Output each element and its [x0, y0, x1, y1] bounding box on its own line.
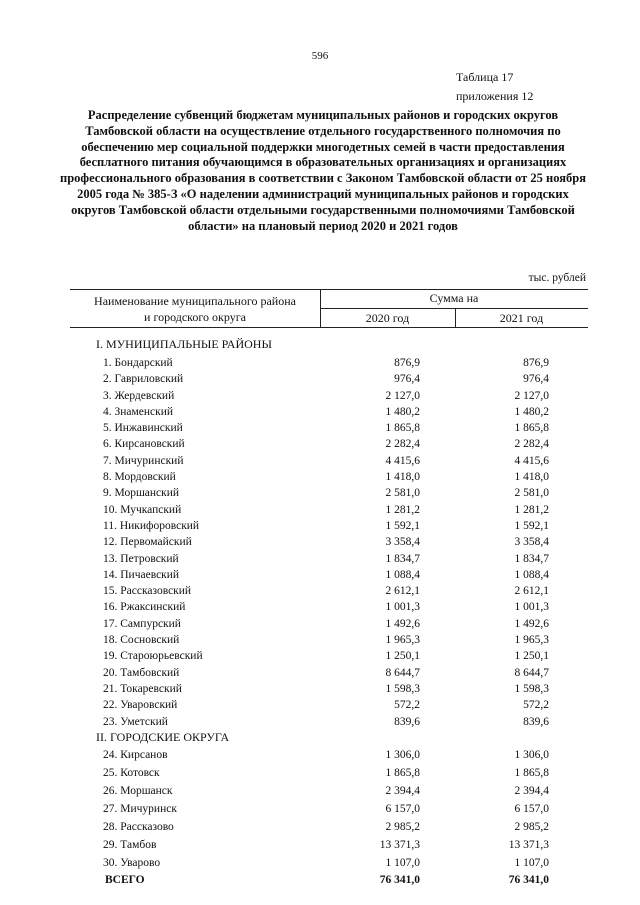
- row-value-2021: 1 965,3: [514, 634, 549, 647]
- row-value-2020: 1 281,2: [385, 503, 420, 516]
- row-name: 28. Рассказово: [103, 821, 174, 833]
- table-row: [0, 785, 640, 803]
- row-value-2020: 1 492,6: [385, 617, 420, 630]
- row-value-2021: 2 581,0: [514, 487, 549, 500]
- row-value-2020: 2 985,2: [385, 821, 420, 833]
- row-name: 26. Моршанск: [103, 785, 173, 797]
- row-name: 9. Моршанский: [103, 487, 180, 500]
- row-value-2021: 839,6: [523, 715, 549, 728]
- row-value-2021: 1 865,8: [514, 767, 549, 779]
- row-value-2021: 1 306,0: [514, 749, 549, 761]
- row-name: 21. Токаревский: [103, 682, 182, 695]
- row-value-2020: 2 581,0: [385, 487, 420, 500]
- row-value-2021: 572,2: [523, 699, 549, 712]
- row-value-2020: 1 865,8: [385, 422, 420, 435]
- header-name-line1: Наименование муниципального района: [94, 294, 296, 308]
- row-value-2020: 2 394,4: [385, 785, 420, 797]
- row-value-2021: 2 394,4: [514, 785, 549, 797]
- row-value-2020: 1 834,7: [385, 552, 420, 565]
- row-value-2020: 2 282,4: [385, 438, 420, 451]
- row-value-2020: 1 306,0: [385, 749, 420, 761]
- row-name: 6. Кирсановский: [103, 438, 185, 451]
- row-value-2020: 3 358,4: [385, 536, 420, 549]
- row-value-2020: 1 418,0: [385, 471, 420, 484]
- row-name: 16. Ржаксинский: [103, 601, 186, 614]
- row-value-2021: 1 834,7: [514, 552, 549, 565]
- row-value-2021: 1 107,0: [514, 857, 549, 869]
- row-value-2020: 839,6: [394, 715, 420, 728]
- document-title: Распределение субвенций бюджетам муниципальных районов и городских округов Тамбовской области на осуществление отдельного государственного полномочия по обеспечению мер социальной поддержки многодетных семей в части предоставления бесплатного питания обучающимся в образовательных организациях и организациях профессионального образования в соответствии с Законом Тамбовской области от 25 ноября 2005 года № 385-З «О наделении администраций муниципальных районов и городских округов Тамбовской области отдельными государственными полномочиями Тамбовской области» на плановый период 2020 и 2021 годов: [60, 108, 586, 233]
- table-row: [0, 839, 640, 857]
- row-value-2020: 976,4: [394, 373, 420, 386]
- row-value-2021: 1 088,4: [514, 568, 549, 581]
- table-row: [0, 487, 640, 503]
- row-value-2021: 1 865,8: [514, 422, 549, 435]
- header-top-rule: [70, 289, 588, 290]
- row-name: 7. Мичуринский: [103, 454, 184, 467]
- header-sum-col: Сумма на: [429, 291, 479, 305]
- row-value-2021: 876,9: [523, 357, 549, 369]
- total-2021: 76 341,0: [508, 874, 549, 886]
- section-title-districts: I. МУНИЦИПАЛЬНЫЕ РАЙОНЫ: [96, 337, 272, 351]
- table-row: [0, 357, 640, 373]
- row-name: 25. Котовск: [103, 767, 160, 779]
- row-name: 19. Староюрьевский: [103, 650, 203, 663]
- table-row: [0, 569, 640, 585]
- row-value-2021: 4 415,6: [514, 454, 549, 467]
- row-value-2020: 6 157,0: [385, 803, 420, 815]
- row-value-2020: 1 865,8: [385, 767, 420, 779]
- table-row: [0, 438, 640, 454]
- row-name: 23. Уметский: [103, 715, 168, 728]
- row-value-2021: 8 644,7: [514, 666, 549, 679]
- row-value-2021: 3 358,4: [514, 536, 549, 549]
- row-value-2020: 8 644,7: [385, 666, 420, 679]
- units-label: тыс. рублей: [528, 272, 586, 284]
- city-districts-table: [0, 749, 640, 875]
- row-value-2020: 1 480,2: [385, 405, 420, 418]
- row-value-2020: 2 612,1: [385, 585, 420, 598]
- table-row: [0, 373, 640, 389]
- row-value-2021: 1 492,6: [514, 617, 549, 630]
- table-row: [0, 618, 640, 634]
- row-name: 12. Первомайский: [103, 536, 192, 549]
- row-value-2020: 876,9: [394, 357, 420, 369]
- row-name: 2. Гавриловский: [103, 373, 184, 386]
- table-row: [0, 749, 640, 767]
- row-name: 29. Тамбов: [103, 839, 157, 851]
- row-value-2020: 1 965,3: [385, 634, 420, 647]
- row-name: 30. Уварово: [103, 857, 161, 869]
- row-value-2020: 1 088,4: [385, 568, 420, 581]
- row-name: 10. Мучкапский: [103, 503, 182, 516]
- row-name: 8. Мордовский: [103, 471, 176, 484]
- table-row: [0, 504, 640, 520]
- row-value-2020: 2 127,0: [385, 389, 420, 402]
- header-name-line2: и городского округа: [144, 310, 246, 324]
- row-name: 15. Рассказовский: [103, 585, 192, 598]
- row-value-2021: 1 281,2: [514, 503, 549, 516]
- row-value-2021: 1 001,3: [514, 601, 549, 614]
- row-name: 4. Знаменский: [103, 405, 174, 418]
- table-row: [0, 455, 640, 471]
- row-value-2021: 2 282,4: [514, 438, 549, 451]
- header-year-2020: 2020 год: [365, 311, 410, 325]
- table-row: [0, 585, 640, 601]
- row-name: 17. Сампурский: [103, 617, 181, 630]
- row-name: 5. Инжавинский: [103, 422, 183, 435]
- table-row: [0, 390, 640, 406]
- table-row: [0, 536, 640, 552]
- table-row: [0, 553, 640, 569]
- row-value-2020: 1 107,0: [385, 857, 420, 869]
- row-name: 3. Жердевский: [103, 389, 175, 402]
- table-row: [0, 634, 640, 650]
- header-bottom-rule: [70, 327, 588, 328]
- districts-table: [0, 357, 640, 732]
- table-row: [0, 699, 640, 715]
- row-name: 1. Бондарский: [103, 357, 173, 369]
- table-row: [0, 667, 640, 683]
- row-name: 22. Уваровский: [103, 699, 178, 712]
- row-name: 14. Пичаевский: [103, 568, 180, 581]
- row-value-2020: 1 592,1: [385, 519, 420, 532]
- row-value-2021: 1 598,3: [514, 682, 549, 695]
- header-name-col: [70, 293, 320, 325]
- row-value-2021: 1 480,2: [514, 405, 549, 418]
- table-row: [0, 803, 640, 821]
- table-row: [0, 471, 640, 487]
- row-value-2021: 13 371,3: [508, 839, 549, 851]
- table-reference: [456, 68, 533, 106]
- table-row: [0, 406, 640, 422]
- page-number: 596: [311, 50, 329, 62]
- table-row: [0, 520, 640, 536]
- total-label: ВСЕГО: [105, 874, 145, 886]
- table-row: [0, 683, 640, 699]
- row-value-2021: 2 612,1: [514, 585, 549, 598]
- row-value-2020: 1 001,3: [385, 601, 420, 614]
- header-year-2021: 2021 год: [499, 311, 544, 325]
- row-value-2020: 4 415,6: [385, 454, 420, 467]
- row-name: 18. Сосновский: [103, 634, 180, 647]
- row-value-2021: 2 127,0: [514, 389, 549, 402]
- row-value-2021: 1 592,1: [514, 519, 549, 532]
- row-name: 24. Кирсанов: [103, 749, 168, 761]
- row-name: 20. Тамбовский: [103, 666, 180, 679]
- total-2020: 76 341,0: [379, 874, 420, 886]
- table-ref-line1: Таблица 17: [456, 70, 514, 84]
- row-value-2020: 572,2: [394, 699, 420, 712]
- section-title-city-districts: II. ГОРОДСКИЕ ОКРУГА: [96, 730, 230, 744]
- table-row: [0, 422, 640, 438]
- table-row: [0, 601, 640, 617]
- row-value-2020: 13 371,3: [379, 839, 420, 851]
- row-name: 27. Мичуринск: [103, 803, 177, 815]
- table-row: [0, 821, 640, 839]
- row-value-2021: 1 250,1: [514, 650, 549, 663]
- row-value-2020: 1 598,3: [385, 682, 420, 695]
- row-name: 11. Никифоровский: [103, 519, 200, 532]
- table-row: [0, 857, 640, 875]
- row-value-2021: 6 157,0: [514, 803, 549, 815]
- row-value-2021: 976,4: [523, 373, 549, 386]
- row-name: 13. Петровский: [103, 552, 179, 565]
- header-mid-rule: [320, 308, 588, 309]
- table-row: [0, 767, 640, 785]
- table-row: [0, 650, 640, 666]
- row-value-2021: 2 985,2: [514, 821, 549, 833]
- row-value-2020: 1 250,1: [385, 650, 420, 663]
- table-ref-line2: приложения 12: [456, 89, 534, 103]
- row-value-2021: 1 418,0: [514, 471, 549, 484]
